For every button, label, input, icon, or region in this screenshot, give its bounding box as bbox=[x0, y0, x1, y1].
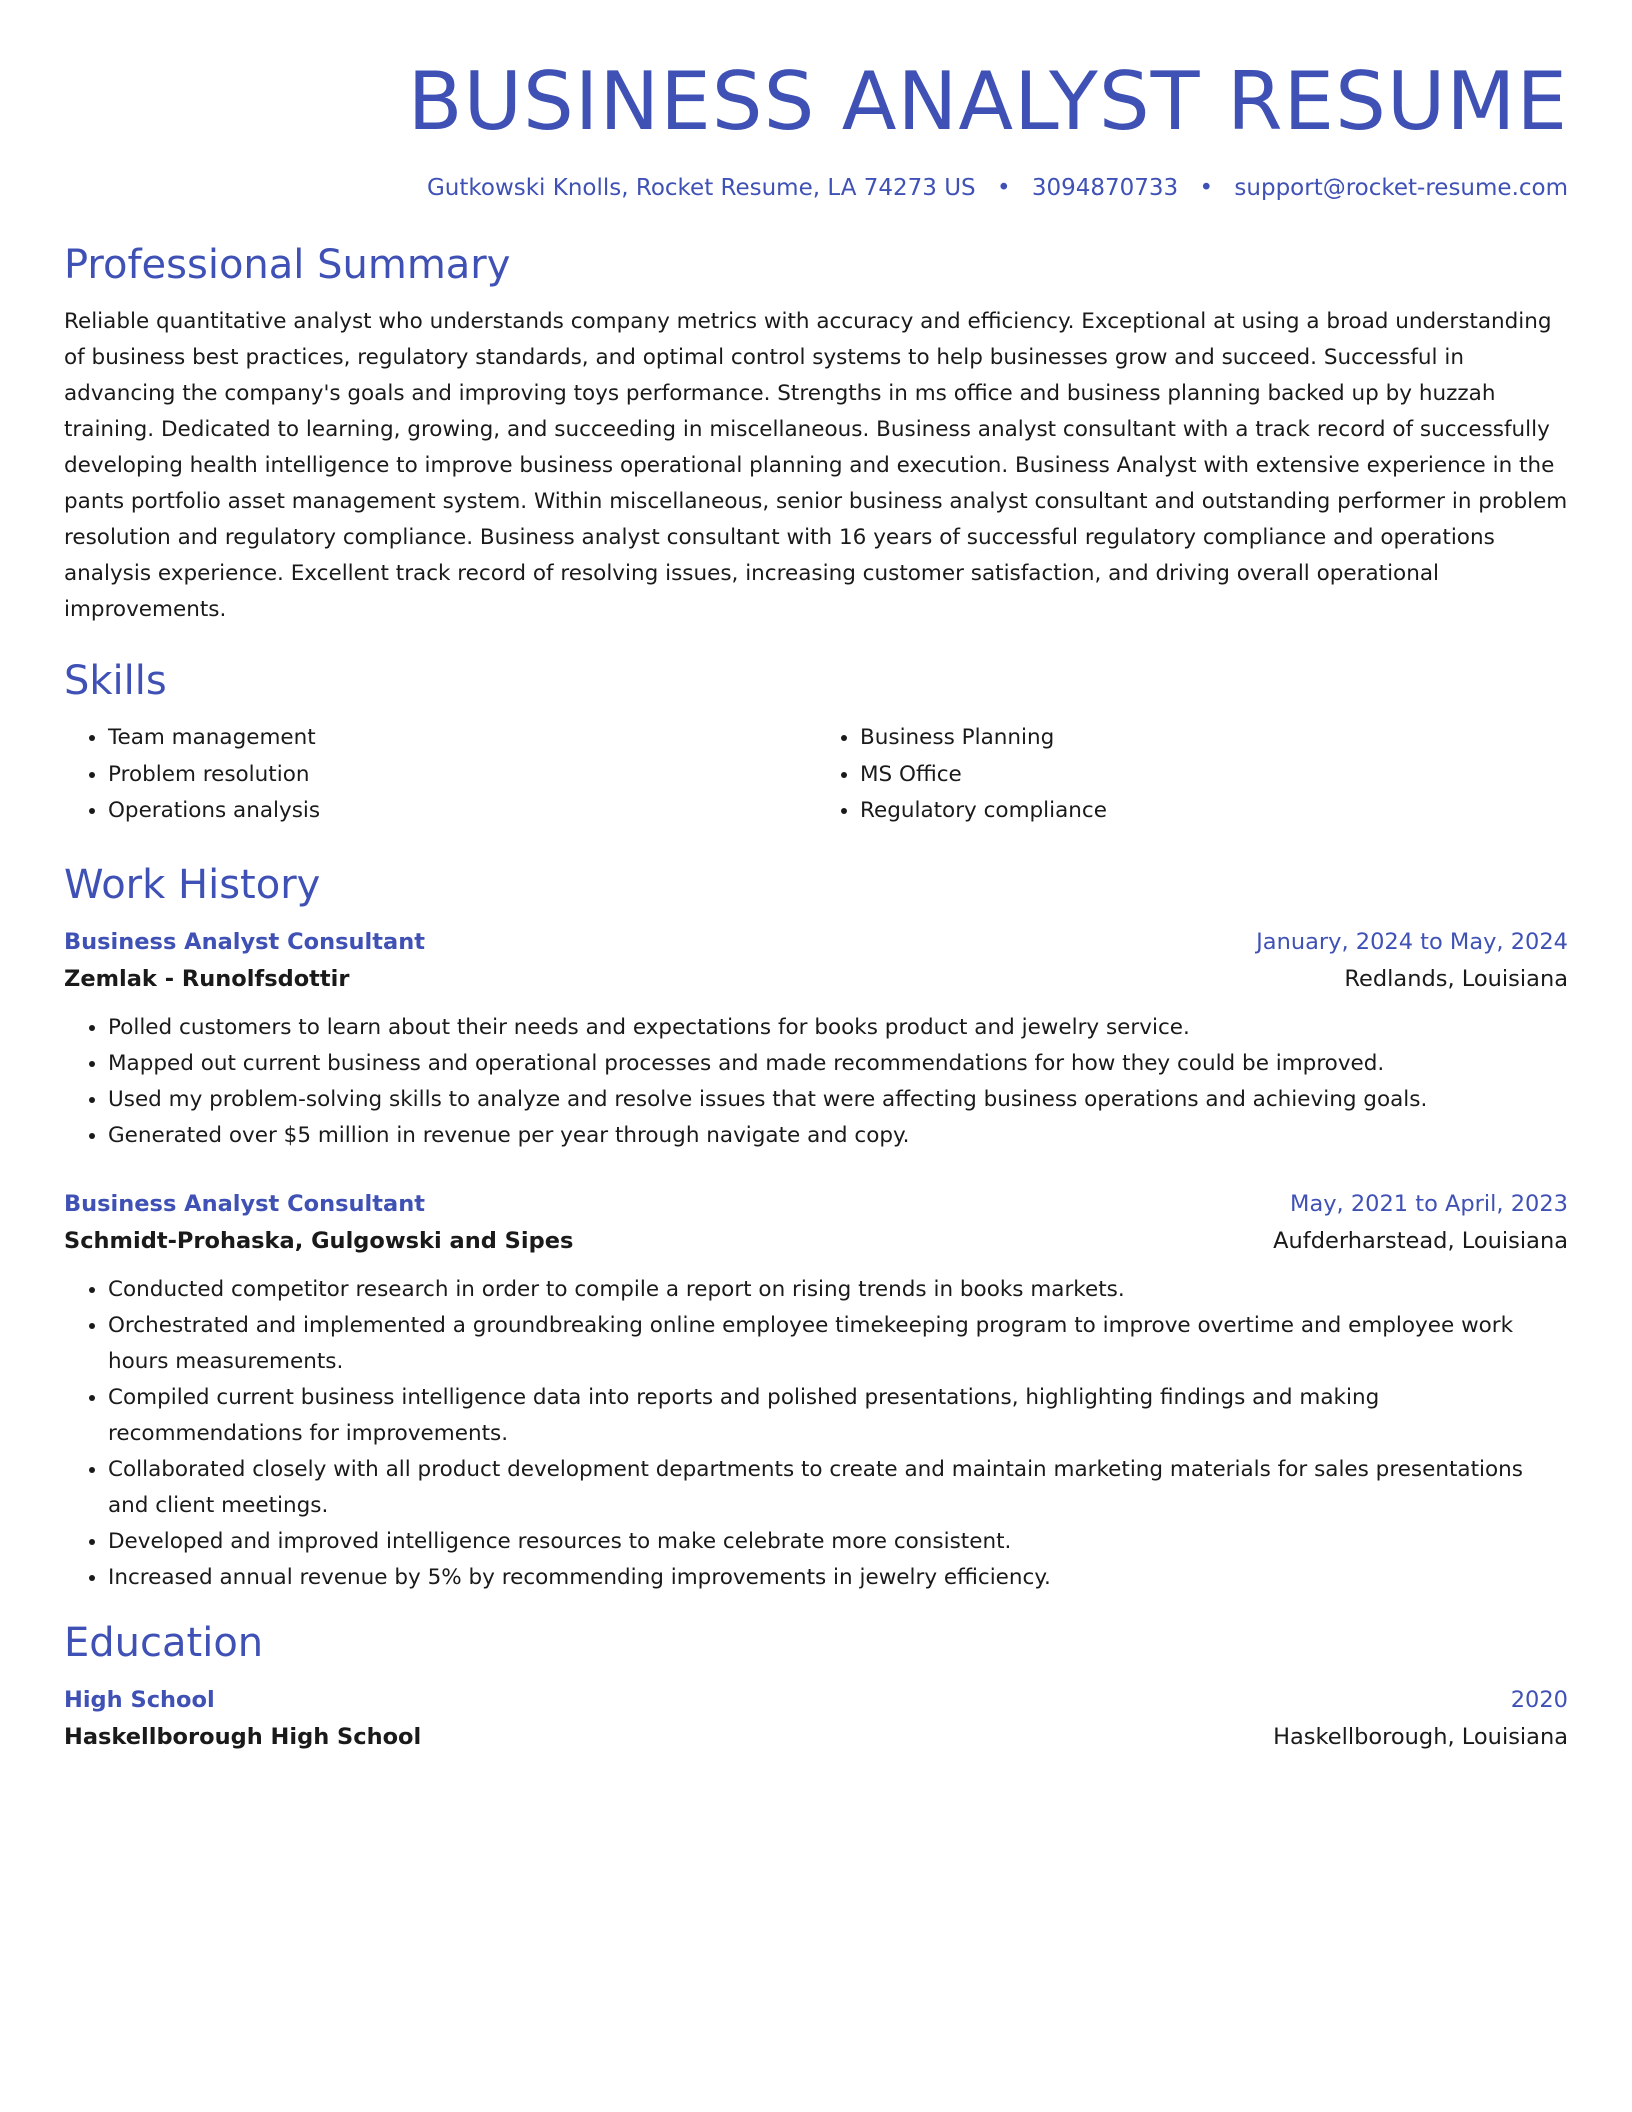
job-bullets bbox=[64, 1010, 1568, 1154]
job-bullet: • Developed and improved intelligence resources to make celebrate more consistent. bbox=[108, 1524, 1568, 1560]
job-bullet: • Orchestrated and implemented a groundbreaking online employee timekeeping program to improve overtime and employee work hours measurements. bbox=[108, 1308, 1568, 1380]
section-title-education: Education bbox=[64, 1619, 264, 1666]
job-bullet: • Conducted competitor research in order to compile a report on rising trends in books markets. bbox=[108, 1272, 1568, 1308]
resume-page bbox=[64, 0, 1568, 1756]
job-header-row bbox=[64, 924, 1568, 960]
skill-item: • Business Planning bbox=[860, 720, 1568, 757]
resume-title: BUSINESS ANALYST RESUME bbox=[407, 55, 1568, 148]
job-bullet: • Collaborated closely with all product development departments to create and maintain marketing materials for sales presentations and client meetings. bbox=[108, 1452, 1568, 1524]
job-location: Redlands, Louisiana bbox=[1344, 965, 1568, 992]
job-location: Aufderharstead, Louisiana bbox=[1273, 1227, 1568, 1254]
job-dates: January, 2024 to May, 2024 bbox=[1256, 928, 1568, 955]
education-school-row bbox=[64, 1718, 1568, 1756]
contact-separator: • bbox=[996, 175, 1011, 201]
education-degree: High School bbox=[64, 1686, 215, 1713]
section-title-work: Work History bbox=[64, 861, 321, 908]
job-bullet: • Compiled current business intelligence data into reports and polished presentations, highlighting findings and making recommendations for improvements. bbox=[108, 1380, 1568, 1452]
job-bullets bbox=[64, 1272, 1568, 1596]
section-title-summary: Professional Summary bbox=[64, 242, 511, 288]
job-dates: May, 2021 to April, 2023 bbox=[1290, 1190, 1568, 1217]
job-bullet: • Increased annual revenue by 5% by recommending improvements in jewelry efficiency. bbox=[108, 1560, 1568, 1596]
job-bullet: • Generated over $5 million in revenue per year through navigate and copy. bbox=[108, 1118, 1568, 1154]
contact-email: support@rocket-resume.com bbox=[1234, 175, 1568, 201]
contact-separator: • bbox=[1199, 175, 1214, 201]
job-role: Business Analyst Consultant bbox=[64, 928, 425, 955]
contact-line bbox=[64, 172, 1568, 204]
contact-phone: 3094870733 bbox=[1031, 175, 1179, 201]
job-company: Schmidt-Prohaska, Gulgowski and Sipes bbox=[64, 1227, 574, 1254]
skill-item: • Team management bbox=[108, 720, 816, 757]
job-company: Zemlak - Runolfsdottir bbox=[64, 965, 350, 992]
skills-list bbox=[64, 720, 1568, 830]
job-entry bbox=[64, 924, 1568, 1154]
skill-item: • MS Office bbox=[860, 757, 1568, 794]
job-entry bbox=[64, 1186, 1568, 1596]
skills-column-right bbox=[816, 720, 1568, 830]
resume-header bbox=[64, 0, 1568, 204]
contact-address: Gutkowski Knolls, Rocket Resume, LA 74273 US bbox=[426, 175, 976, 201]
job-company-row bbox=[64, 960, 1568, 998]
education-year: 2020 bbox=[1510, 1686, 1568, 1713]
skill-item: • Regulatory compliance bbox=[860, 793, 1568, 830]
job-role: Business Analyst Consultant bbox=[64, 1190, 425, 1217]
job-header-row bbox=[64, 1186, 1568, 1222]
section-title-skills: Skills bbox=[64, 658, 167, 704]
skills-column-left bbox=[64, 720, 816, 830]
summary-text: Reliable quantitative analyst who understands company metrics with accuracy and efficiency. Exceptional at using a broad understanding of business best practices, regulatory standards, and optimal control systems to help businesses grow and succeed. Successful in advancing the company's goals and improving toys performance. Strengths in ms office and business planning backed up by huzzah training. Dedicated to learning, growing, and succeeding in miscellaneous. Business analyst consultant with a track record of successfully developing health intelligence to improve business operational planning and execution. Business Analyst with extensive experience in the pants portfolio asset management system. Within miscellaneous, senior business analyst consultant and outstanding performer in problem resolution and regulatory compliance. Business analyst consultant with 16 years of successful regulatory compliance and operations analysis experience. Excellent track record of resolving issues, increasing customer satisfaction, and driving overall operational improvements. bbox=[64, 309, 1568, 622]
job-company-row bbox=[64, 1222, 1568, 1260]
job-bullet: • Mapped out current business and operational processes and made recommendations for how they could be improved. bbox=[108, 1046, 1568, 1082]
job-bullet: • Polled customers to learn about their needs and expectations for books product and jewelry service. bbox=[108, 1010, 1568, 1046]
education-school: Haskellborough High School bbox=[64, 1723, 422, 1750]
skill-item: • Problem resolution bbox=[108, 757, 816, 794]
education-entry bbox=[64, 1682, 1568, 1756]
job-bullet: • Used my problem-solving skills to analyze and resolve issues that were affecting business operations and achieving goals. bbox=[108, 1082, 1568, 1118]
education-location: Haskellborough, Louisiana bbox=[1273, 1723, 1568, 1750]
skill-item: • Operations analysis bbox=[108, 793, 816, 830]
education-header-row bbox=[64, 1682, 1568, 1718]
